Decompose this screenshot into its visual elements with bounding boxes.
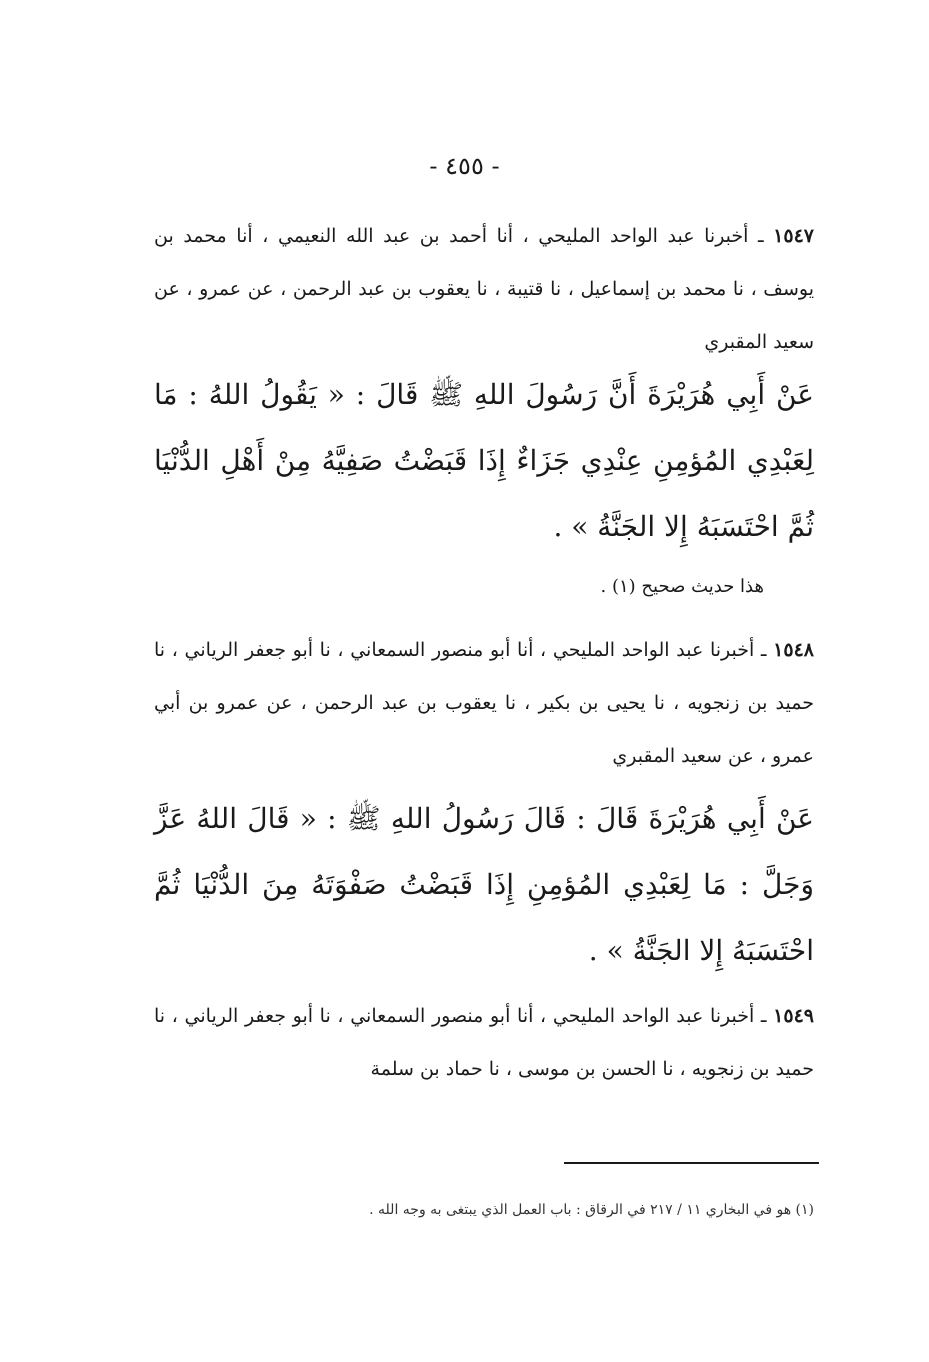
matn-text: عَنْ أَبِي هُرَيْرَةَ قَالَ : قَالَ رَسُولُ اللهِ ﷺ : « قَالَ اللهُ عَزَّ وَجَلَّ : مَا لِعَبْدِي المُؤمِنِ إِذَا قَبَضْتُ صَفْوَتَهُ مِنَ الدُّنْيَا ثُمَّ احْتَسَبَهُ إِلا الجَنَّةُ » . bbox=[154, 802, 814, 967]
entry-dash: ـ bbox=[754, 639, 767, 661]
verdict-text: هذا حديث صحيح (١) . bbox=[600, 576, 764, 597]
entry-number: ١٥٤٧ bbox=[773, 225, 814, 247]
footnote-divider bbox=[564, 1162, 819, 1164]
entry-1547-matn bbox=[154, 362, 814, 560]
isnad-text: أخبرنا عبد الواحد المليحي ، أنا أحمد بن عبد الله النعيمي ، أنا محمد بن يوسف ، نا محمد بن إسماعيل ، نا قتيبة ، نا يعقوب بن عبد الرحمن ، عن عمرو ، عن سعيد المقبري bbox=[154, 225, 814, 353]
matn-text: عَنْ أَبِي هُرَيْرَةَ أَنَّ رَسُولَ اللهِ ﷺ قَالَ : « يَقُولُ اللهُ : مَا لِعَبْدِي المُؤمِنِ عِنْدِي جَزَاءٌ إِذَا قَبَضْتُ صَفِيَّهُ مِنْ أَهْلِ الدُّنْيَا ثُمَّ احْتَسَبَهُ إِلا الجَنَّةُ » . bbox=[154, 378, 814, 543]
isnad-text: أخبرنا عبد الواحد المليحي ، أنا أبو منصور السمعاني ، نا أبو جعفر الرياني ، نا حميد بن زنجويه ، نا الحسن بن موسى ، نا حماد بن سلمة bbox=[154, 1005, 814, 1080]
entry-1547-isnad bbox=[154, 210, 814, 369]
entry-dash: ـ bbox=[748, 225, 764, 247]
entry-1548-isnad bbox=[154, 624, 814, 783]
entry-dash: ـ bbox=[754, 1005, 767, 1027]
entry-1548-matn bbox=[154, 786, 814, 984]
page-number: - ٤٥٥ - bbox=[429, 152, 500, 180]
entry-number: ١٥٤٨ bbox=[773, 639, 814, 661]
isnad-text: أخبرنا عبد الواحد المليحي ، أنا أبو منصور السمعاني ، نا أبو جعفر الرياني ، نا حميد بن زنجويه ، نا يحيى بن بكير ، نا يعقوب بن عبد الرحمن ، عن عمرو بن أبي عمرو ، عن سعيد المقبري bbox=[154, 639, 814, 767]
entry-number: ١٥٤٩ bbox=[773, 1005, 814, 1027]
entry-1549-isnad bbox=[154, 990, 814, 1096]
footnote: (١) هو في البخاري ١١ / ٢١٧ في الرقاق : باب العمل الذي يبتغى به وجه الله . bbox=[369, 1202, 814, 1218]
entry-1547-verdict bbox=[104, 572, 764, 602]
